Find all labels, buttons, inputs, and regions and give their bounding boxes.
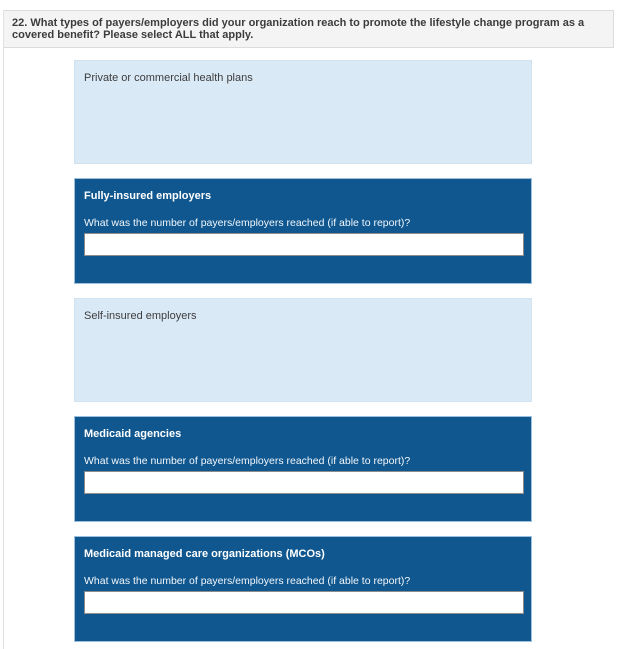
option-followup bbox=[84, 217, 522, 256]
option-label: Medicaid managed care organizations (MCOs) bbox=[84, 548, 325, 561]
option-label: Self-insured employers bbox=[84, 310, 197, 323]
payers-reached-input[interactable] bbox=[84, 471, 524, 494]
payers-reached-input[interactable] bbox=[84, 233, 524, 256]
followup-question-label: What was the number of payers/employers reached (if able to report)? bbox=[84, 455, 411, 468]
option-label: Private or commercial health plans bbox=[84, 72, 253, 85]
options-list bbox=[4, 48, 614, 642]
option-followup bbox=[84, 455, 522, 494]
payers-reached-input[interactable] bbox=[84, 591, 524, 614]
option-medicaid-mcos[interactable] bbox=[74, 536, 532, 642]
option-medicaid-agencies[interactable] bbox=[74, 416, 532, 522]
option-self-insured-employers[interactable] bbox=[74, 298, 532, 402]
option-followup bbox=[84, 575, 522, 614]
question-header bbox=[4, 10, 614, 48]
option-label: Medicaid agencies bbox=[84, 428, 182, 441]
question-container bbox=[3, 10, 614, 649]
followup-question-label: What was the number of payers/employers reached (if able to report)? bbox=[84, 575, 411, 588]
option-private-or-commercial-health-plans[interactable] bbox=[74, 60, 532, 164]
question-text: 22. What types of payers/employers did your organization reach to promote the lifestyle change program as a covered benefit? Please select ALL that apply. bbox=[12, 17, 585, 42]
followup-question-label: What was the number of payers/employers reached (if able to report)? bbox=[84, 217, 411, 230]
option-fully-insured-employers[interactable] bbox=[74, 178, 532, 284]
option-label: Fully-insured employers bbox=[84, 190, 212, 203]
